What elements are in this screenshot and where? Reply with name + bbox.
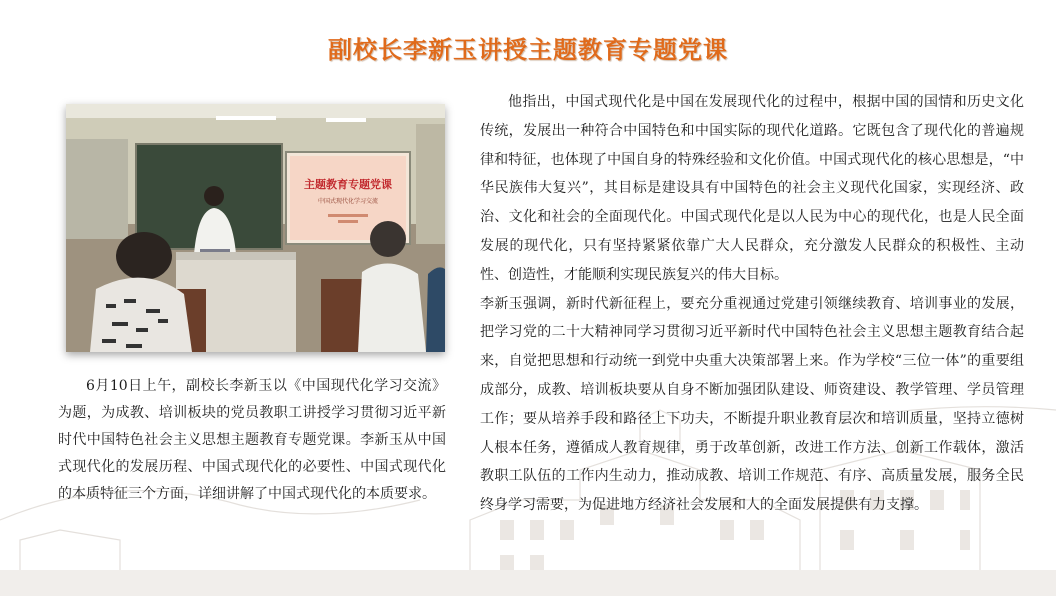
body-paragraph-1: 他指出，中国式现代化是中国在发展现代化的过程中，根据中国的国情和历史文化传统，发展出一种符合中国特色和中国实际的现代化道路。它既包含了现代化的普遍规律和特征，也体现了中国自身的特殊经验和文化价值。中国式现代化的核心思想是，“中华民族伟大复兴”，其目标是建设具有中国特色的社会主义现代化国家，实现经济、政治、文化和社会的全面现代化。中国式现代化是以人民为中心的现代化，也是人民全面发展的现代化，只有坚持紧紧依靠广大人民群众，充分激发人民群众的积极性、主动性、创造性，才能顺利实现民族复兴的伟大目标。 [480, 94, 1024, 283]
classroom-photo [66, 104, 445, 352]
page-title: 副校长李新玉讲授主题教育专题党课 [328, 36, 728, 64]
classroom-scene [66, 104, 445, 352]
body-paragraph-2: 李新玉强调，新时代新征程上，要充分重视通过党建引领继续教育、培训事业的发展，把学习党的二十大精神同学习贯彻习近平新时代中国特色社会主义思想主题教育结合起来，自觉把思想和行动统一到党中央重大决策部署上来。作为学校“三位一体”的重要组成部分，成教、培训板块要从自身不断加强团队建设、师资建设、教学管理、学员管理工作；要从培养手段和路径上下功夫，不断提升职业教育层次和培训质量，坚持立德树人根本任务，遵循成人教育规律，勇于改革创新，改进工作方法、创新工作载体，激活教职工队伍的工作内生动力，推动成教、培训工作规范、有序、高质量发展，服务全民终身学习需要，为促进地方经济社会发展和人的全面发展提供有力支撑。 [480, 295, 1024, 514]
screen-title: 主题教育专题党课 [304, 178, 392, 191]
intro-paragraph: 6月10日上午，副校长李新玉以《中国现代化学习交流》为题，为成教、培训板块的党员教职工讲授学习贯彻习近平新时代中国特色社会主义思想主题教育专题党课。李新玉从中国式现代化的发展历程、中国式现代化的必要性、中国式现代化的本质特征三个方面，详细讲解了中国式现代化的本质要求。 [58, 378, 446, 502]
main-text-column [480, 88, 1024, 520]
screen-subtitle: 中国式现代化学习交流 [317, 198, 379, 205]
